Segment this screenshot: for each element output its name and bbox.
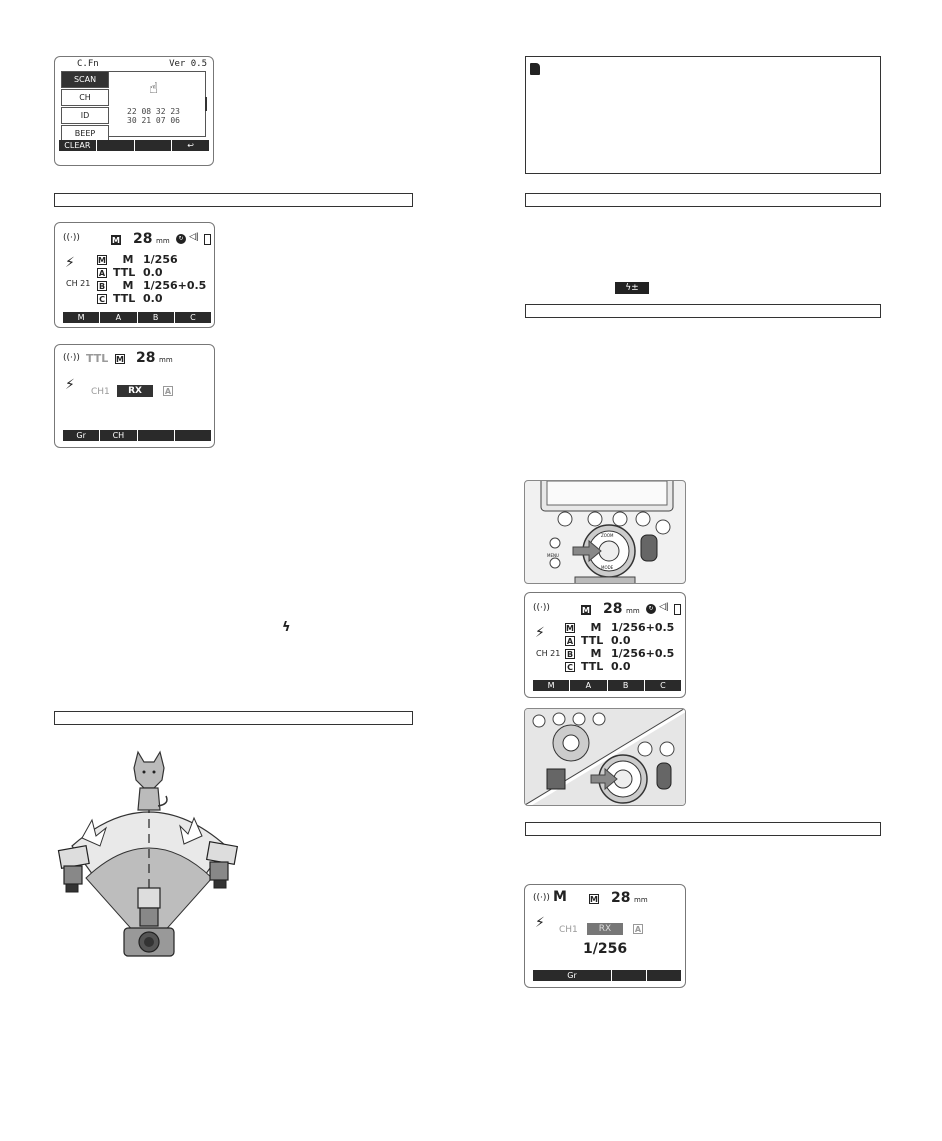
- slave-button-4[interactable]: [175, 430, 211, 441]
- note-box: [525, 56, 881, 174]
- zoom-mode-icon: M: [116, 355, 124, 364]
- cfn-id-line2: 30 21 07 06: [127, 116, 180, 125]
- cfn-menu-beep[interactable]: BEEP: [61, 125, 109, 142]
- group-b-button[interactable]: B: [608, 680, 645, 691]
- channel-label: CH 21: [536, 649, 561, 658]
- cfn-button-2[interactable]: [97, 140, 135, 151]
- rx-badge: RX: [587, 923, 623, 935]
- zoom-unit: mm: [159, 356, 173, 364]
- zoom-unit: mm: [156, 237, 170, 245]
- zoom-mode-icon: M: [112, 236, 120, 245]
- sync-icon: ↻: [646, 604, 656, 614]
- group-a-badge: A: [566, 637, 574, 646]
- group-b-button[interactable]: B: [138, 312, 175, 323]
- slave-button-3[interactable]: [647, 970, 681, 981]
- group-c-value: 0.0: [611, 660, 631, 673]
- two-flash-panels-drawing: [525, 709, 686, 806]
- channel-label: CH1: [559, 925, 578, 935]
- thumbs-up-icon: ☝: [149, 79, 159, 97]
- group-a-mode: TTL: [113, 266, 136, 279]
- wireless-icon: ((·)): [533, 893, 550, 903]
- group-a-value: 0.0: [611, 634, 631, 647]
- group-row-a[interactable]: [97, 266, 163, 279]
- dog-subject-icon: [134, 752, 167, 810]
- section-heading-left-1: [54, 193, 413, 207]
- cfn-version: Ver 0.5: [169, 59, 207, 69]
- cfn-button-bar: [59, 140, 209, 151]
- menu-button-label: MENU: [547, 553, 559, 558]
- section-heading-right-1: [525, 193, 881, 207]
- cfn-menu-id[interactable]: ID: [61, 107, 109, 124]
- group-m-mode: M: [122, 253, 134, 266]
- flash-compensation-icon: ϟ±: [615, 282, 649, 294]
- group-c-mode: TTL: [581, 660, 604, 673]
- section-heading-left-2: [54, 711, 413, 725]
- group-row-b[interactable]: [97, 279, 206, 292]
- group-button[interactable]: Gr: [533, 970, 612, 981]
- slave-mode-label: TTL: [86, 352, 109, 365]
- group-m-value: 1/256: [143, 253, 178, 266]
- group-a-button[interactable]: A: [100, 312, 137, 323]
- group-b-badge: B: [566, 650, 574, 659]
- cfn-title: C.Fn: [77, 59, 99, 69]
- group-row-m[interactable]: [565, 621, 674, 634]
- channel-button[interactable]: CH: [100, 430, 137, 441]
- sync-icon: ↻: [176, 234, 186, 244]
- zoom-value: 28: [611, 890, 631, 906]
- group-c-badge: C: [565, 662, 575, 672]
- slave-unit-icon: ⚡︎: [65, 377, 75, 393]
- cfn-menu-ch[interactable]: CH: [61, 89, 109, 106]
- clear-button[interactable]: CLEAR: [59, 140, 97, 151]
- zoom-value: 28: [136, 350, 156, 366]
- master-button-bar: [533, 680, 681, 691]
- group-m-button[interactable]: M: [533, 680, 570, 691]
- back-icon[interactable]: ↩: [187, 141, 194, 150]
- group-b-value: 1/256+0.5: [611, 647, 675, 660]
- group-c-mode: TTL: [113, 292, 136, 305]
- group-badge: A: [164, 387, 172, 396]
- group-c-value: 0.0: [143, 292, 163, 305]
- battery-icon: [674, 604, 681, 615]
- group-a-mode: TTL: [581, 634, 604, 647]
- group-m-badge: M: [566, 624, 574, 633]
- slave-button-2[interactable]: [612, 970, 647, 981]
- wireless-icon: ((·)): [533, 603, 550, 613]
- flash-placement-diagram: [54, 748, 244, 960]
- group-m-button[interactable]: M: [63, 312, 100, 323]
- group-b-value: 1/256+0.5: [143, 279, 207, 292]
- channel-label: CH1: [91, 387, 110, 397]
- mode-dial-label: MODE: [601, 565, 614, 570]
- cfn-menu: [61, 71, 109, 143]
- slave-button-3[interactable]: [138, 430, 175, 441]
- master-button-bar: [63, 312, 211, 323]
- group-m-mode: M: [590, 621, 602, 634]
- slave-button-bar: [63, 430, 211, 441]
- group-b-mode: M: [122, 279, 134, 292]
- slave-button-bar: [533, 970, 681, 981]
- zoom-value: 28: [133, 231, 153, 247]
- group-row-c[interactable]: [565, 660, 631, 673]
- group-b-mode: M: [590, 647, 602, 660]
- group-badge: A: [634, 925, 642, 934]
- wireless-icon: ((·)): [63, 353, 80, 363]
- master-screen-2: [524, 592, 686, 698]
- two-flash-panels-photo: [524, 708, 686, 806]
- wireless-icon: ((·)): [63, 233, 80, 243]
- master-screen-1: [54, 222, 215, 328]
- master-unit-icon: ⚡︎: [65, 255, 75, 271]
- group-row-c[interactable]: [97, 292, 163, 305]
- zoom-dial-label: ZOOM: [601, 533, 614, 538]
- group-row-b[interactable]: [565, 647, 674, 660]
- zoom-mode-icon: M: [582, 606, 590, 615]
- group-a-button[interactable]: A: [570, 680, 607, 691]
- flash-icon: ϟ: [282, 620, 291, 635]
- group-c-button[interactable]: C: [660, 681, 666, 690]
- group-c-button[interactable]: C: [190, 313, 196, 322]
- section-heading-right-3: [525, 822, 881, 836]
- section-heading-right-2: [525, 304, 881, 318]
- speaker-icon: ◁ǀ: [189, 232, 199, 242]
- group-b-badge: B: [98, 282, 106, 291]
- slave-mode-label: M: [553, 889, 567, 905]
- group-m-badge: M: [98, 256, 106, 265]
- slave-screen-1: [54, 344, 215, 448]
- battery-icon: [204, 234, 211, 245]
- zoom-unit: mm: [626, 607, 640, 615]
- scroll-bar[interactable]: [205, 97, 207, 111]
- slave-screen-2: [524, 884, 686, 988]
- power-value: 1/256: [583, 941, 628, 957]
- note-icon: [530, 63, 540, 75]
- channel-label: CH 21: [66, 279, 91, 288]
- cfn-screen: [54, 56, 214, 166]
- rx-badge: RX: [117, 385, 153, 397]
- group-a-value: 0.0: [143, 266, 163, 279]
- group-a-badge: A: [98, 269, 106, 278]
- group-m-value: 1/256+0.5: [611, 621, 675, 634]
- zoom-mode-icon: M: [590, 895, 598, 904]
- speaker-icon: ◁ǀ: [659, 602, 669, 612]
- slave-unit-icon: ⚡︎: [535, 915, 545, 931]
- flash-back-panel-photo: [524, 480, 686, 584]
- zoom-value: 28: [603, 601, 623, 617]
- zoom-unit: mm: [634, 896, 648, 904]
- cfn-button-3[interactable]: [135, 140, 173, 151]
- group-c-badge: C: [97, 294, 107, 304]
- group-row-a[interactable]: [565, 634, 631, 647]
- cfn-id-line1: 22 08 32 23: [127, 107, 180, 116]
- group-row-m[interactable]: [97, 253, 178, 266]
- cfn-menu-scan[interactable]: SCAN: [61, 71, 109, 88]
- group-button[interactable]: Gr: [63, 430, 100, 441]
- master-unit-icon: ⚡︎: [535, 625, 545, 641]
